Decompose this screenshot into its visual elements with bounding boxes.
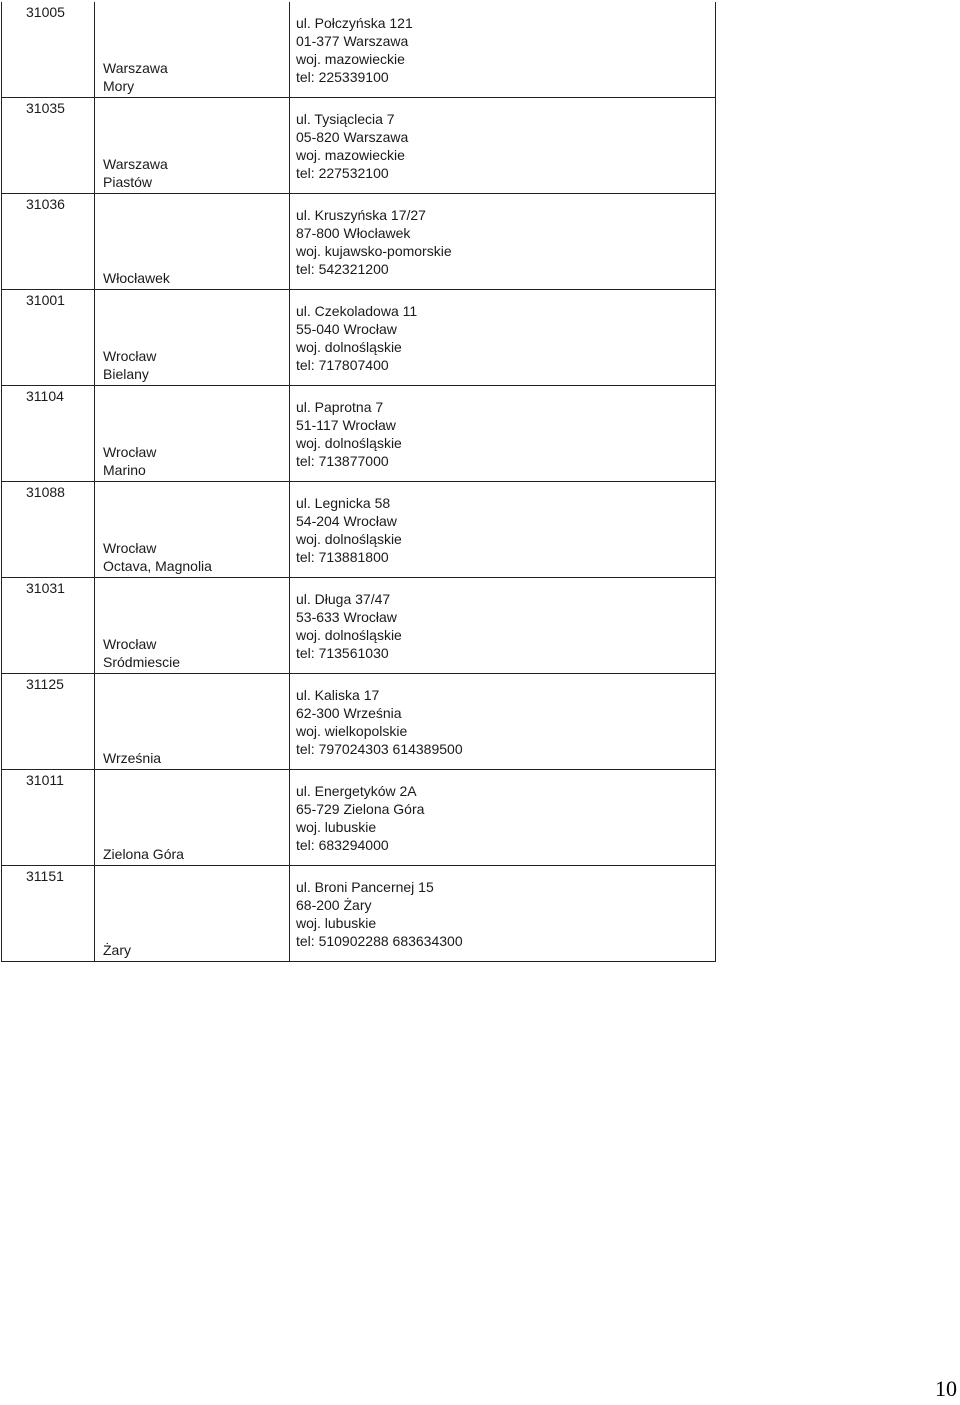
store-city-cell bbox=[95, 578, 290, 674]
store-address-line: tel: 797024303 614389500 bbox=[296, 741, 463, 757]
store-city-cell bbox=[95, 98, 290, 194]
store-city-cell bbox=[95, 482, 290, 578]
store-city-line: Wrocław bbox=[103, 348, 157, 364]
table-row bbox=[2, 674, 716, 770]
store-address-line: 53-633 Wrocław bbox=[296, 609, 397, 625]
store-city-line: Włocławek bbox=[103, 270, 170, 286]
store-code: 31104 bbox=[2, 386, 95, 482]
store-code: 31036 bbox=[2, 194, 95, 290]
store-address-line: tel: 713877000 bbox=[296, 453, 389, 469]
page-number: 10 bbox=[935, 1376, 957, 1401]
store-code: 31005 bbox=[2, 2, 95, 98]
store-address-line: woj. dolnośląskie bbox=[296, 435, 402, 451]
store-address bbox=[290, 2, 716, 98]
store-address-line: ul. Legnicka 58 bbox=[296, 495, 391, 511]
table-row bbox=[2, 290, 716, 386]
store-address-line: woj. lubuskie bbox=[296, 915, 377, 931]
store-city bbox=[95, 635, 289, 673]
store-address-line: woj. wielkopolskie bbox=[296, 723, 408, 739]
table-row bbox=[2, 482, 716, 578]
store-code: 31001 bbox=[2, 290, 95, 386]
store-address-line: tel: 510902288 683634300 bbox=[296, 933, 463, 949]
store-address-line: woj. mazowieckie bbox=[296, 51, 405, 67]
store-address-line: tel: 683294000 bbox=[296, 837, 389, 853]
store-code: 31035 bbox=[2, 98, 95, 194]
table-row bbox=[2, 386, 716, 482]
store-address-line: tel: 227532100 bbox=[296, 165, 389, 181]
store-city-line: Warszawa bbox=[103, 156, 168, 172]
store-address-line: 68-200 Żary bbox=[296, 897, 372, 913]
store-address-line: 55-040 Wrocław bbox=[296, 321, 397, 337]
store-code: 31125 bbox=[2, 674, 95, 770]
store-address-line: 62-300 Września bbox=[296, 705, 402, 721]
store-city bbox=[95, 941, 289, 961]
store-address-line: 65-729 Zielona Góra bbox=[296, 801, 425, 817]
store-address-line: ul. Paprotna 7 bbox=[296, 399, 384, 415]
store-address bbox=[290, 98, 716, 194]
table-row bbox=[2, 2, 716, 98]
store-address-line: woj. dolnośląskie bbox=[296, 531, 402, 547]
store-address-line: woj. dolnośląskie bbox=[296, 339, 402, 355]
store-city-cell bbox=[95, 770, 290, 866]
store-address bbox=[290, 578, 716, 674]
store-address-line: ul. Kruszyńska 17/27 bbox=[296, 207, 426, 223]
store-city bbox=[95, 443, 289, 481]
store-city-line: Wrocław bbox=[103, 444, 157, 460]
store-city bbox=[95, 347, 289, 385]
store-city-line: Piastów bbox=[103, 174, 153, 190]
store-address bbox=[290, 674, 716, 770]
table-row bbox=[2, 194, 716, 290]
store-city-line: Warszawa bbox=[103, 60, 168, 76]
store-address bbox=[290, 386, 716, 482]
store-address-line: ul. Broni Pancernej 15 bbox=[296, 879, 434, 895]
store-city-line: Bielany bbox=[103, 366, 149, 382]
store-city-line: Września bbox=[103, 750, 162, 766]
store-city-cell bbox=[95, 386, 290, 482]
store-address-line: woj. kujawsko-pomorskie bbox=[296, 243, 452, 259]
store-city-line: Octava, Magnolia bbox=[103, 558, 212, 574]
store-city bbox=[95, 749, 289, 769]
store-city-line: Żary bbox=[103, 942, 131, 958]
store-address-line: tel: 713561030 bbox=[296, 645, 389, 661]
store-city-cell bbox=[95, 2, 290, 98]
store-address-line: ul. Czekoladowa 11 bbox=[296, 303, 418, 319]
store-address-line: tel: 225339100 bbox=[296, 69, 389, 85]
store-code: 31011 bbox=[2, 770, 95, 866]
store-address-line: 51-117 Wrocław bbox=[296, 417, 396, 433]
table-row bbox=[2, 770, 716, 866]
store-city bbox=[95, 155, 289, 193]
store-list-body bbox=[2, 2, 716, 962]
store-city-line: Wrocław bbox=[103, 540, 157, 556]
store-address bbox=[290, 770, 716, 866]
store-address-line: woj. dolnośląskie bbox=[296, 627, 402, 643]
store-list-table bbox=[1, 2, 716, 962]
store-address-line: ul. Długa 37/47 bbox=[296, 591, 391, 607]
store-address-line: 05-820 Warszawa bbox=[296, 129, 409, 145]
store-address-line: ul. Kaliska 17 bbox=[296, 687, 380, 703]
store-city-cell bbox=[95, 194, 290, 290]
store-address-line: 54-204 Wrocław bbox=[296, 513, 397, 529]
store-city bbox=[95, 845, 289, 865]
store-address bbox=[290, 482, 716, 578]
store-address-line: ul. Tysiąclecia 7 bbox=[296, 111, 395, 127]
store-address-line: tel: 713881800 bbox=[296, 549, 389, 565]
store-address bbox=[290, 290, 716, 386]
store-address-line: 01-377 Warszawa bbox=[296, 33, 409, 49]
store-address-line: woj. mazowieckie bbox=[296, 147, 405, 163]
store-city-line: Marino bbox=[103, 462, 146, 478]
store-address bbox=[290, 866, 716, 962]
store-address-line: tel: 542321200 bbox=[296, 261, 389, 277]
store-address-line: 87-800 Włocławek bbox=[296, 225, 411, 241]
store-code: 31151 bbox=[2, 866, 95, 962]
table-row bbox=[2, 866, 716, 962]
store-address-line: ul. Energetyków 2A bbox=[296, 783, 417, 799]
store-city-cell bbox=[95, 290, 290, 386]
store-address bbox=[290, 194, 716, 290]
store-city-line: Mory bbox=[103, 78, 135, 94]
store-code: 31031 bbox=[2, 578, 95, 674]
store-address-line: ul. Połczyńska 121 bbox=[296, 15, 413, 31]
store-city bbox=[95, 59, 289, 97]
store-city-line: Wrocław bbox=[103, 636, 157, 652]
store-code: 31088 bbox=[2, 482, 95, 578]
store-city bbox=[95, 269, 289, 289]
store-address-line: woj. lubuskie bbox=[296, 819, 377, 835]
table-row bbox=[2, 98, 716, 194]
store-city-cell bbox=[95, 674, 290, 770]
store-city-cell bbox=[95, 866, 290, 962]
store-city bbox=[95, 539, 289, 577]
store-city-line: Sródmiescie bbox=[103, 654, 181, 670]
store-city-line: Zielona Góra bbox=[103, 846, 184, 862]
table-row bbox=[2, 578, 716, 674]
store-address-line: tel: 717807400 bbox=[296, 357, 389, 373]
